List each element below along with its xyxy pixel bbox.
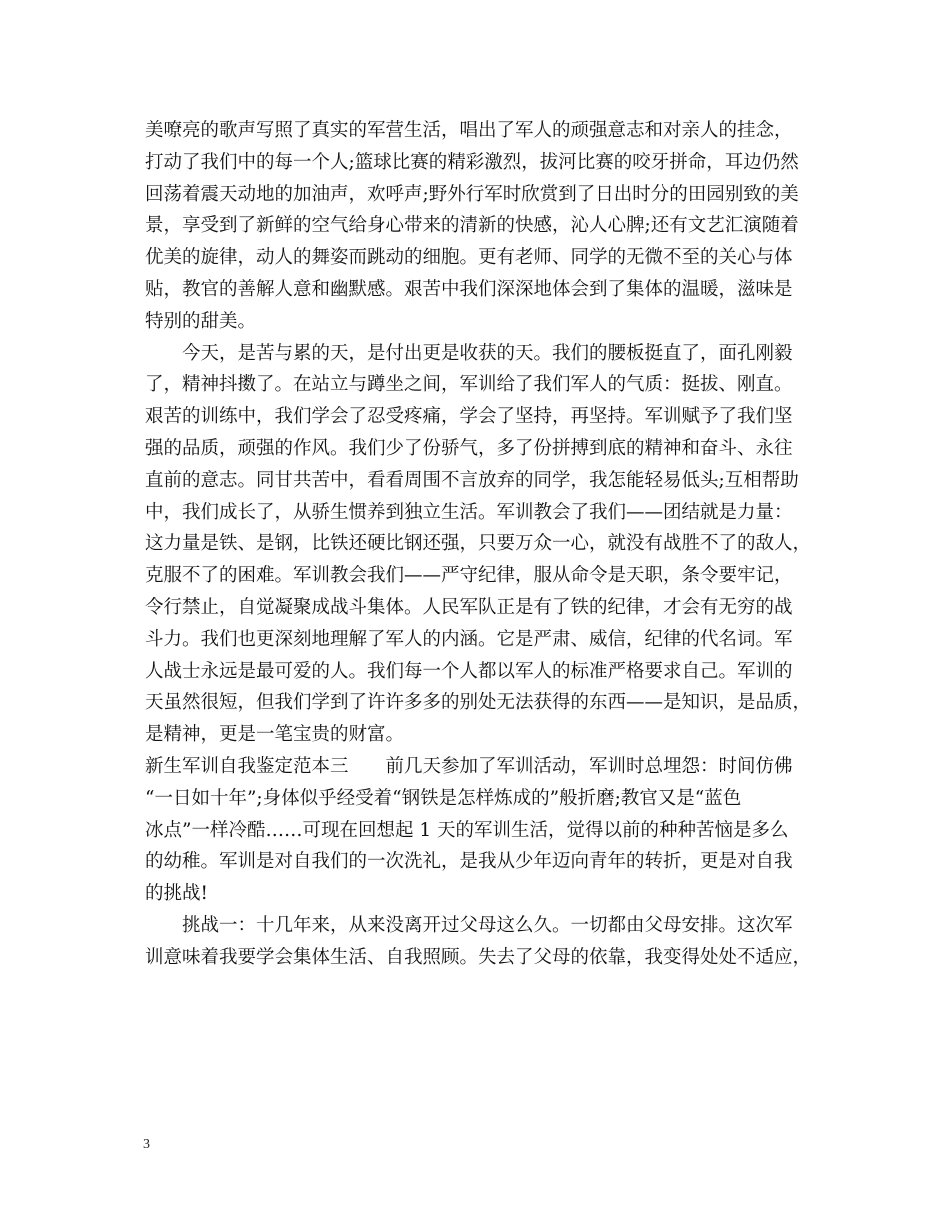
text-line-12: 直前的意志。同甘共苦中，看看周围不言放弃的同学，我怎能轻易低头;互相帮助 bbox=[145, 469, 799, 491]
text-line-10: 艰苦的训练中，我们学会了忍受疼痛，学会了坚持，再坚持。军训赋予了我们坚 bbox=[145, 406, 793, 428]
text-line-9: 了，精神抖擞了。在站立与蹲坐之间，军训给了我们军人的气质：挺拔、刚直。 bbox=[145, 374, 793, 396]
text-line-27: 训意味着我要学会集体生活、自我照顾。失去了父母的依靠，我变得处处不适应， bbox=[145, 946, 812, 968]
text-line-13: 中，我们成长了，从骄生惯养到独立生活。军训教会了我们——团结就是力量： bbox=[145, 501, 793, 523]
text-line-7: 特别的甜美。 bbox=[145, 310, 257, 332]
text-line-2: 打动了我们中的每一个人;篮球比赛的精彩激烈，拔河比赛的咬牙拼命，耳边仍然 bbox=[145, 151, 799, 173]
text-line-24: 的幼稚。军训是对自我们的一次洗礼，是我从少年迈向青年的转折，更是对自我 bbox=[145, 851, 793, 873]
text-line-3: 回荡着震天动地的加油声，欢呼声;野外行军时欣赏到了日出时分的田园别致的美 bbox=[145, 183, 799, 205]
page-number: 3 bbox=[143, 1137, 150, 1152]
text-line-8: 今天，是苦与累的天，是付出更是收获的天。我们的腰板挺直了，面孔刚毅 bbox=[182, 342, 793, 364]
text-line-25: 的挑战! bbox=[145, 883, 208, 905]
text-line-1: 美嘹亮的歌声写照了真实的军营生活，唱出了军人的顽强意志和对亲人的挂念， bbox=[145, 120, 793, 141]
text-line-14: 这力量是铁、是钢，比铁还硬比钢还强，只要万众一心，就没有战胜不了的敌人， bbox=[145, 533, 812, 555]
text-line-26: 挑战一：十几年来，从来没离开过父母这么久。一切都由父母安排。这次军 bbox=[182, 914, 793, 936]
text-line-11: 强的品质，顽强的作风。我们少了份骄气，多了份拼搏到底的精神和奋斗、永往 bbox=[145, 437, 793, 459]
text-line-6: 贴，教官的善解人意和幽默感。艰苦中我们深深地体会到了集体的温暖，滋味是 bbox=[145, 278, 793, 300]
text-line-4: 景，享受到了新鲜的空气给身心带来的清新的快感，沁人心脾;还有文艺汇演随着 bbox=[145, 215, 799, 237]
text-line-15: 克服不了的困难。军训教会我们——严守纪律，服从命令是天职，条令要牢记， bbox=[145, 565, 793, 587]
document-body bbox=[145, 115, 825, 974]
text-line-20: 是精神，更是一笔宝贵的财富。 bbox=[145, 724, 405, 746]
text-line-22: “一日如十年”;身体似乎经受着“钢铁是怎样炼成的”般折磨;教官又是“蓝色 bbox=[145, 787, 742, 809]
text-line-17: 斗力。我们也更深刻地理解了军人的内涵。它是严肃、威信，纪律的代名词。军 bbox=[145, 628, 793, 650]
text-line-23: 冰点”一样冷酷……可现在回想起 1 天的军训生活，觉得以前的种种苦恼是多么 bbox=[145, 819, 789, 841]
text-line-5: 优美的旋律，动人的舞姿而跳动的细胞。更有老师、同学的无微不至的关心与体 bbox=[145, 247, 793, 269]
text-line-16: 令行禁止，自觉凝聚成战斗集体。人民军队正是有了铁的纪律，才会有无穷的战 bbox=[145, 596, 793, 618]
text-line-18: 人战士永远是最可爱的人。我们每一个人都以军人的标准严格要求自己。军训的 bbox=[145, 660, 793, 682]
text-line-21: 新生军训自我鉴定范本三 前几天参加了军训活动，军训时总埋怨：时间仿佛 bbox=[145, 755, 793, 777]
text-line-19: 天虽然很短，但我们学到了许许多多的别处无法获得的东西——是知识，是品质， bbox=[145, 692, 812, 714]
